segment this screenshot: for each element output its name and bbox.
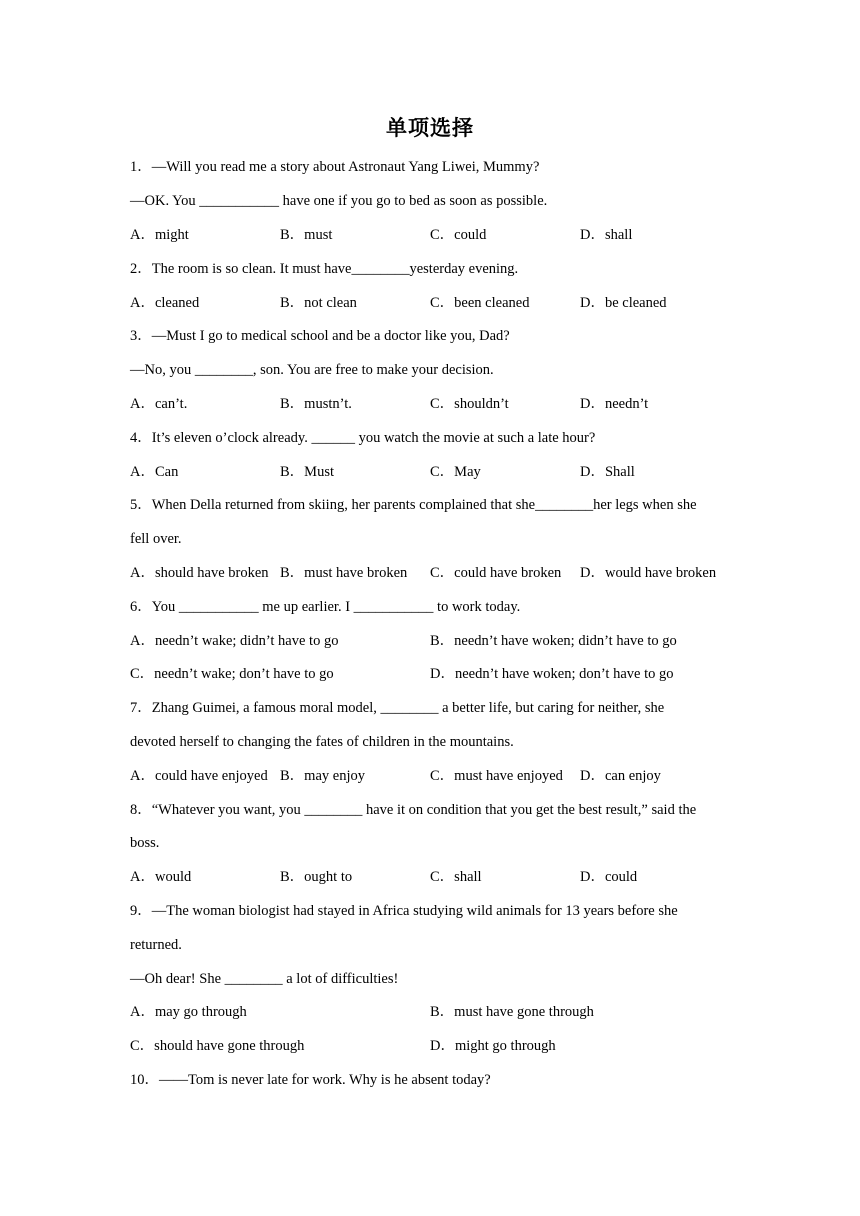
question-4-option-a[interactable]: A．Can	[130, 464, 179, 480]
question-2-option-d[interactable]: D．be cleaned	[580, 295, 667, 311]
question-8-option-a[interactable]: A．would	[130, 869, 192, 885]
question-8-option-d[interactable]: D．could	[580, 869, 638, 885]
question-6-option-a[interactable]: A．needn’t wake; didn’t have to go	[130, 633, 339, 649]
question-3-option-b[interactable]: B．mustn’t.	[280, 396, 352, 412]
question-7-line-1: 7．Zhang Guimei, a famous moral model, ________ a better life, but caring for neither, she	[130, 700, 665, 716]
question-8-option-b[interactable]: B．ought to	[280, 869, 353, 885]
question-4-option-b[interactable]: B．Must	[280, 464, 334, 480]
question-3-line-1: 3．—Must I go to medical school and be a doctor like you, Dad?	[130, 328, 510, 344]
question-1-option-a[interactable]: A．might	[130, 227, 189, 243]
question-1-option-c[interactable]: C．could	[430, 227, 487, 243]
question-5-option-c[interactable]: C．could have broken	[430, 565, 562, 581]
question-8-option-c[interactable]: C．shall	[430, 869, 482, 885]
page-title: 单项选择	[386, 116, 474, 140]
question-9-line-3: —Oh dear! She ________ a lot of difficulties!	[130, 971, 399, 987]
question-4-line-1: 4．It’s eleven o’clock already. ______ you watch the movie at such a late hour?	[130, 430, 596, 446]
question-7-option-d[interactable]: D．can enjoy	[580, 768, 661, 784]
question-3-line-2: —No, you ________, son. You are free to make your decision.	[130, 362, 494, 378]
question-1-option-b[interactable]: B．must	[280, 227, 333, 243]
question-4-option-c[interactable]: C．May	[430, 464, 481, 480]
question-9-option-b[interactable]: B．must have gone through	[430, 1004, 594, 1020]
question-2-line-1: 2．The room is so clean. It must have________yesterday evening.	[130, 261, 519, 277]
question-7-option-c[interactable]: C．must have enjoyed	[430, 768, 563, 784]
question-3-option-a[interactable]: A．can’t.	[130, 396, 188, 412]
question-2-option-b[interactable]: B．not clean	[280, 295, 357, 311]
question-9-line-2: returned.	[130, 937, 182, 953]
question-9-option-d[interactable]: D．might go through	[430, 1038, 556, 1054]
question-3-option-c[interactable]: C．shouldn’t	[430, 396, 509, 412]
question-2-option-a[interactable]: A．cleaned	[130, 295, 200, 311]
question-9-line-1: 9．—The woman biologist had stayed in Africa studying wild animals for 13 years before she	[130, 903, 678, 919]
question-7-line-2: devoted herself to changing the fates of children in the mountains.	[130, 734, 514, 750]
question-4-option-d[interactable]: D．Shall	[580, 464, 635, 480]
question-2-option-c[interactable]: C．been cleaned	[430, 295, 530, 311]
question-5-option-a[interactable]: A．should have broken	[130, 565, 269, 581]
question-10-line-1: 10．——Tom is never late for work. Why is he absent today?	[130, 1072, 491, 1088]
question-1-line-1: 1．—Will you read me a story about Astronaut Yang Liwei, Mummy?	[130, 159, 540, 175]
question-5-line-1: 5．When Della returned from skiing, her parents complained that she________her legs when she	[130, 497, 697, 513]
question-1-option-d[interactable]: D．shall	[580, 227, 633, 243]
question-6-option-b[interactable]: B．needn’t have woken; didn’t have to go	[430, 633, 677, 649]
question-5-option-d[interactable]: D．would have broken	[580, 565, 717, 581]
question-1-line-2: —OK. You ___________ have one if you go to bed as soon as possible.	[130, 193, 548, 209]
question-7-option-a[interactable]: A．could have enjoyed	[130, 768, 268, 784]
question-6-option-c[interactable]: C．needn’t wake; don’t have to go	[130, 666, 334, 682]
question-8-line-2: boss.	[130, 835, 160, 851]
question-5-option-b[interactable]: B．must have broken	[280, 565, 408, 581]
question-9-option-a[interactable]: A．may go through	[130, 1004, 247, 1020]
question-3-option-d[interactable]: D．needn’t	[580, 396, 649, 412]
question-7-option-b[interactable]: B．may enjoy	[280, 768, 365, 784]
question-6-option-d[interactable]: D．needn’t have woken; don’t have to go	[430, 666, 674, 682]
question-6-line-1: 6．You ___________ me up earlier. I ___________ to work today.	[130, 599, 521, 615]
question-5-line-2: fell over.	[130, 531, 182, 547]
question-9-option-c[interactable]: C．should have gone through	[130, 1038, 305, 1054]
question-8-line-1: 8．“Whatever you want, you ________ have it on condition that you get the best result,” said the	[130, 802, 697, 818]
